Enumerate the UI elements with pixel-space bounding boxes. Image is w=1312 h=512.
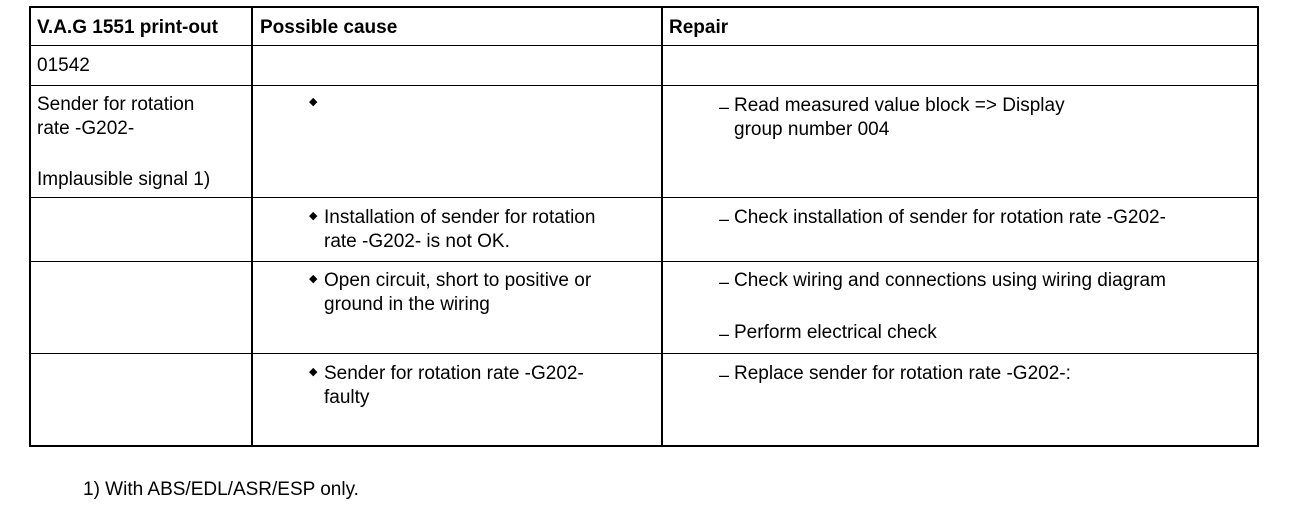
cause-text: Open circuit, short to positive or ground in the wiring [324,270,592,315]
repair-text: Read measured value block => Display group number 004 [734,95,1065,140]
column-divider [251,8,253,445]
dash-icon: – [719,209,730,229]
cause-text: Sender for rotation rate -G202- faulty [324,363,584,408]
footnote: 1) With ABS/EDL/ASR/ESP only. [83,479,359,500]
bullet-icon: ◆ [309,273,318,285]
repair-text: Replace sender for rotation rate -G202-: [734,363,1071,384]
component-name-line2: rate -G202- [37,118,135,139]
row-divider [31,261,1257,262]
repair-text: Perform electrical check [734,322,937,343]
row-divider [31,85,1257,86]
dash-icon: – [719,365,730,385]
dash-icon: – [719,324,730,344]
header-printout: V.A.G 1551 print-out [37,17,218,38]
repair-text: Check wiring and connections using wiring diagram [734,270,1166,291]
dash-icon: – [719,97,730,117]
column-divider [661,8,663,445]
fault-type: Implausible signal 1) [37,169,211,190]
repair-text: Check installation of sender for rotation rate -G202- [734,207,1166,228]
row-divider [31,353,1257,354]
component-name-line1: Sender for rotation [37,94,195,115]
bullet-icon: ◆ [309,96,318,108]
diagnostic-table [29,6,1259,447]
bullet-icon: ◆ [309,210,318,222]
cause-text: Installation of sender for rotation rate -G202- is not OK. [324,207,596,252]
header-possible-cause: Possible cause [260,17,398,38]
fault-code: 01542 [37,55,90,76]
row-divider [31,45,1257,46]
dash-icon: – [719,272,730,292]
header-repair: Repair [669,17,729,38]
row-divider [31,197,1257,198]
bullet-icon: ◆ [309,366,318,378]
